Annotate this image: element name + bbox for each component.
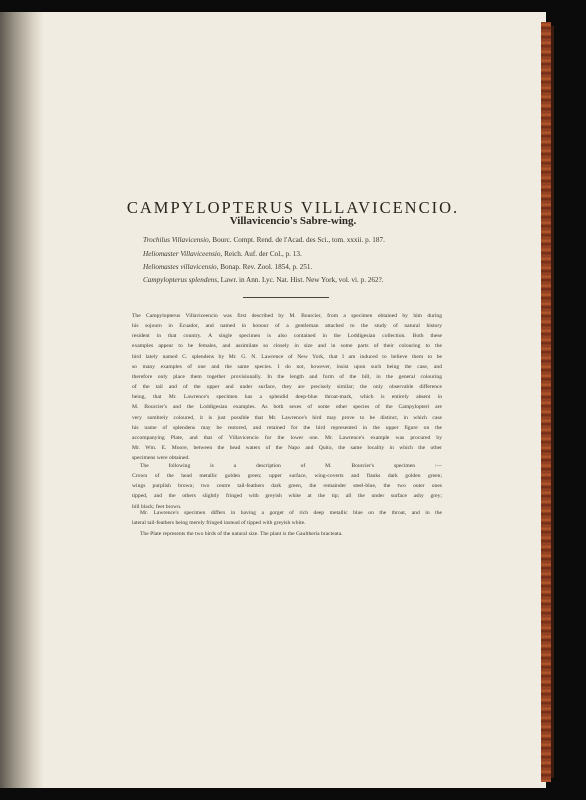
text-line: therefore only place them together provisionally. In the length and form of the bill, in the general colouring xyxy=(132,373,442,380)
paragraph-plate-note xyxy=(132,529,442,539)
text-line: Crown of the head metallic golden green; upper surface, wing-coverts and flanks dark golden green; xyxy=(132,473,442,480)
section-divider xyxy=(243,297,329,298)
synonym-reference: Lawr. in Ann. Lyc. Nat. Hist. New York, vol. vi. p. 262?. xyxy=(218,276,384,284)
paragraph-specimen-description xyxy=(132,461,442,512)
plate-title: CAMPYLOPTERUS VILLAVICENCIO. xyxy=(126,198,460,217)
synonym-entry xyxy=(143,276,384,284)
text-line: Mr. Wm. E. Moore, between the head waters of the Napo and Quito, the same locality in which the other xyxy=(132,445,442,452)
text-line: being, that Mr. Lawrence's specimen has a splendid deep-blue throat-mark, which is entirely absent in xyxy=(132,394,442,401)
synonym-reference: Reich. Auf. der Col., p. 13. xyxy=(222,250,302,258)
text-line: The Plate represents the two birds of the natural size. The plant is the Gaultheria bracteata. xyxy=(140,531,343,537)
text-line: bill black; feet brown. xyxy=(132,503,182,510)
text-line: The Campylopterus Villaviceencio was first described by M. Bourcier, from a specimen obtained by him during xyxy=(132,313,442,319)
text-line: examples appear to be females, and assimilate so closely in size and in some parts of their colouring to the xyxy=(132,343,442,350)
book-page-edges xyxy=(541,22,551,782)
synonym-entry xyxy=(143,263,312,271)
synonym-reference: Bourc. Compt. Rend. de l'Acad. des Sci., tom. xxxii. p. 187. xyxy=(210,236,385,244)
text-line: resident in that country. A single specimen is also contained in the Loddigesian collection. Both these xyxy=(132,333,442,340)
text-line: bird lately named C. splendens by Mr. G. N. Lawrence of New York, that I am induced to believe them to be xyxy=(132,353,442,360)
paragraph-description xyxy=(132,311,442,463)
text-line: lateral tail-feathers being merely fringed instead of tipped with greyish white. xyxy=(132,520,306,527)
synonym-entry xyxy=(143,250,302,258)
text-line: very sombrely coloured, it is just possible that Mr. Lawrence's bird may prove to be distinct, in which case xyxy=(132,414,442,421)
synonym-name: Heliomastes villavicensio, xyxy=(143,263,219,271)
synonym-reference: Bonap. Rev. Zool. 1854, p. 251. xyxy=(218,263,313,271)
synonym-name: Heliomaster Villaviceensio, xyxy=(143,250,223,258)
text-line: tipped, and the others slightly fringed with greyish white at the tip; all the under surface ashy grey; xyxy=(132,493,442,500)
text-line: so many examples of one and the same species. I do not, however, insist upon such being the case, and xyxy=(132,363,442,370)
synonym-name: Trochilus Villavicensio, xyxy=(143,236,211,244)
plate-subtitle: Villavicencio's Sabre-wing. xyxy=(229,215,357,227)
text-line: accompanying Plate, and that of Villavicencio for the lower one. Mr. Lawrence's example was procured by xyxy=(132,434,442,441)
page-gutter xyxy=(0,12,44,788)
text-line: his sojourn in Ecuador, and named in honour of a gentleman attached to the study of natural history xyxy=(132,323,442,330)
text-line: wings purplish brown; two centre tail-feathers dark green, the remainder steel-blue, the two outer ones xyxy=(132,483,442,490)
text-line: Mr. Lawrence's specimen differs in having a gorget of rich deep metallic blue on the throat, and in the xyxy=(140,510,442,516)
text-line: his name of splendens may be restored, and retained for the bird represented in the upper figure on the xyxy=(132,424,442,431)
synonym-entry xyxy=(143,236,385,244)
text-line: M. Bourcier's and the Loddigesian examples. As both sexes of some other species of the Campylopteri are xyxy=(132,404,442,411)
text-line: of the tail and of the upper and under surface, they are precisely similar; the only observable difference xyxy=(132,384,442,391)
synonym-name: Campylopterus splendens, xyxy=(143,276,219,284)
paragraph-lawrence-specimen xyxy=(132,508,442,528)
text-line: The following is a description of M. Bourcier's specimen :— xyxy=(140,463,442,469)
book-cover-edge xyxy=(551,26,554,778)
text-line: specimens were obtained. xyxy=(132,455,190,462)
